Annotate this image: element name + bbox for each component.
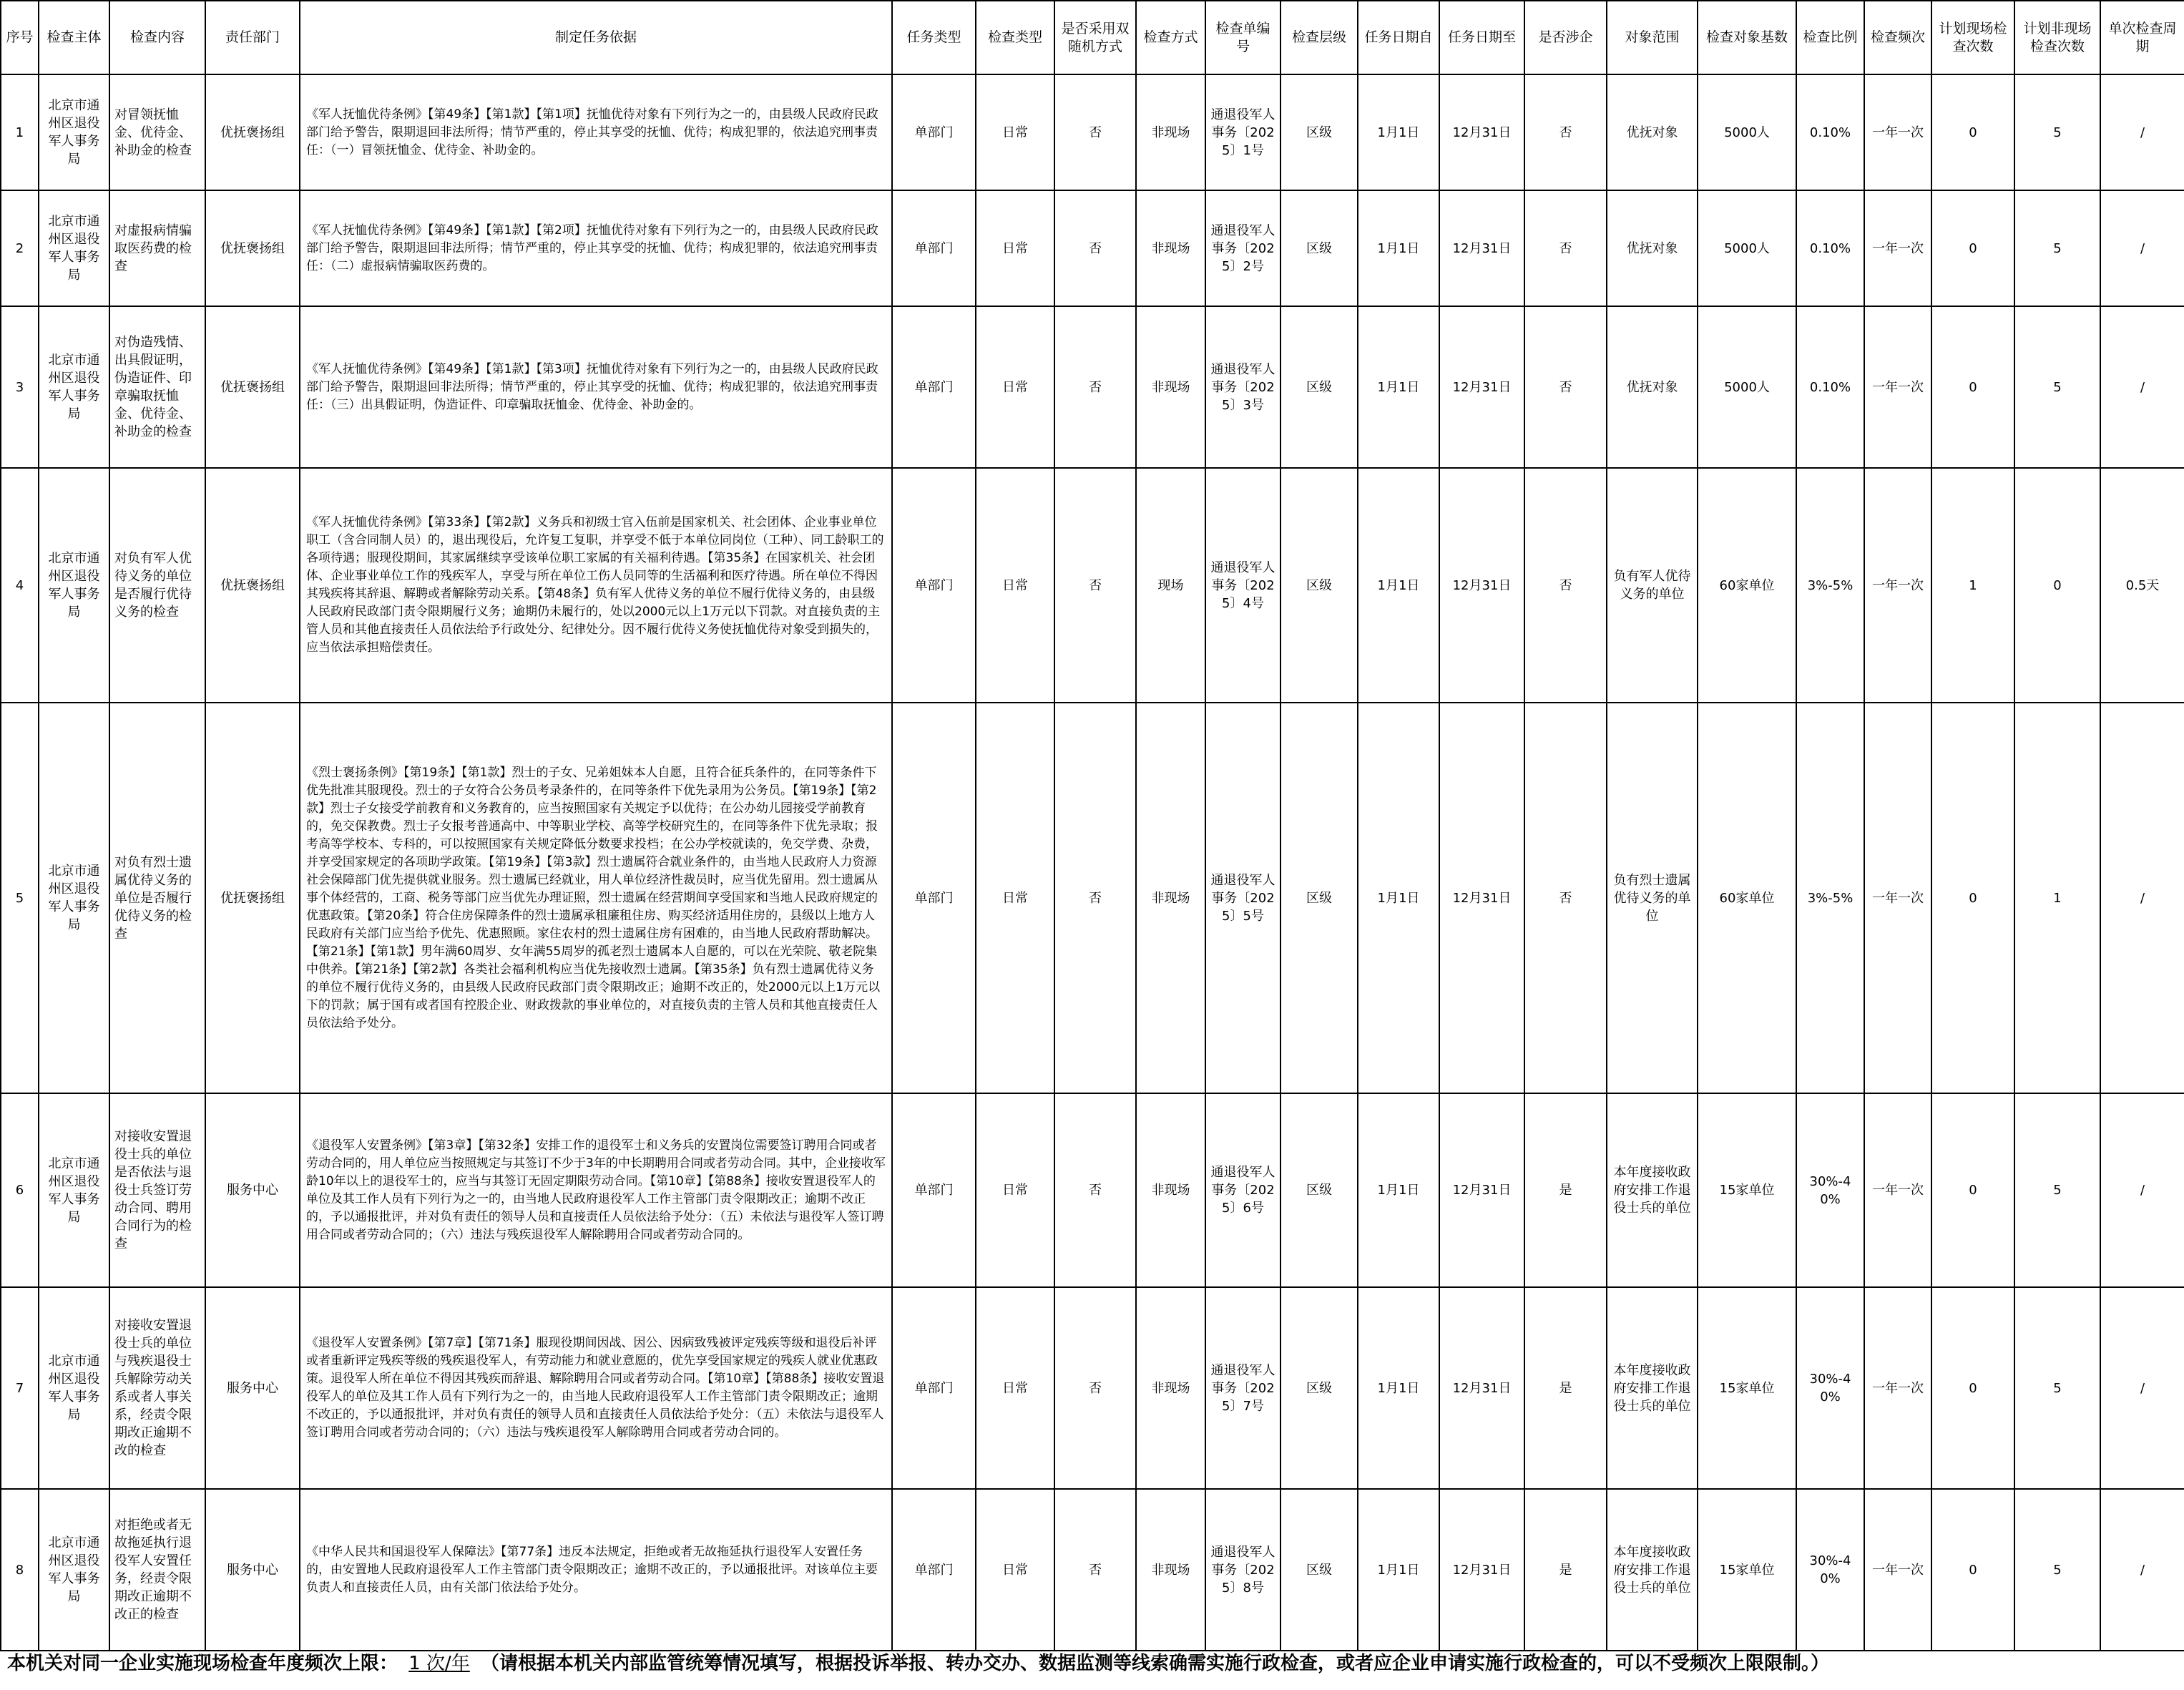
dept-cell: 服务中心 [205,1287,300,1489]
task-type-cell: 单部门 [892,1093,976,1287]
base-cell: 15家单位 [1698,1287,1796,1489]
method-cell: 非现场 [1136,703,1205,1093]
offsite-cell: 5 [2014,1489,2100,1651]
level-cell: 区级 [1280,1093,1358,1287]
subject-cell: 北京市通州区退役军人事务局 [39,306,109,468]
header-col-ratio: 检查比例 [1796,1,1864,74]
random-cell: 否 [1054,190,1136,306]
scope-cell: 优抚对象 [1607,306,1698,468]
table-row [1,1489,2184,1651]
freq-cell: 一年一次 [1864,703,1931,1093]
basis-cell: 《军人抚恤优待条例》【第33条】【第2款】义务兵和初级士官入伍前是国家机关、社会团体、企业事业单位职工（含合同制人员）的，退出现役后，允许复工复职，并享受不低于本单位同岗位（工种）、同工龄职工的各项待遇；服现役期间，其家属继续享受该单位职工家属的有关福利待遇。【第35条】在国家机关、社会团体、企业事业单位工作的残疾军人，享受与所在单位工伤人员同等的生活福利和医疗待遇。所在单位不得因其残疾将其辞退、解聘或者解除劳动关系。【第48条】负有军人优待义务的单位不履行优待义务的，由县级人民政府民政部门责令限期履行义务；逾期仍未履行的，处以2000元以上1万元以下罚款。对直接负责的主管人员和其他直接责任人员依法给予行政处分、纪律处分。因不履行优待义务使抚恤优待对象受到损失的，应当依法承担赔偿责任。 [300,468,892,703]
method-cell: 现场 [1136,468,1205,703]
random-cell: 否 [1054,74,1136,190]
dept-cell: 优抚褒扬组 [205,703,300,1093]
cycle-cell: / [2100,703,2184,1093]
base-cell: 15家单位 [1698,1489,1796,1651]
ratio-cell: 0.10% [1796,306,1864,468]
serial-cell: 2 [1,190,39,306]
code-cell: 通退役军人事务〔2025〕1号 [1205,74,1280,190]
table-row [1,703,2184,1093]
header-col-enterprise: 是否涉企 [1524,1,1607,74]
level-cell: 区级 [1280,468,1358,703]
enterprise-cell: 否 [1524,703,1607,1093]
code-cell: 通退役军人事务〔2025〕3号 [1205,306,1280,468]
content-cell: 对负有烈士遗属优待义务的单位是否履行优待义务的检查 [109,703,205,1093]
header-col-date-to: 任务日期至 [1439,1,1524,74]
scope-cell: 本年度接收政府安排工作退役士兵的单位 [1607,1093,1698,1287]
table-row [1,1093,2184,1287]
level-cell: 区级 [1280,74,1358,190]
dept-cell: 优抚褒扬组 [205,468,300,703]
check-type-cell: 日常 [976,468,1054,703]
content-cell: 对伪造残情、出具假证明，伪造证件、印章骗取抚恤金、优待金、补助金的检查 [109,306,205,468]
enterprise-cell: 否 [1524,306,1607,468]
content-cell: 对拒绝或者无故拖延执行退役军人安置任务，经责令限期改正逾期不改正的检查 [109,1489,205,1651]
cycle-cell: / [2100,74,2184,190]
frequency-limit-footer [0,1642,2184,1690]
header-col-content: 检查内容 [109,1,205,74]
check-type-cell: 日常 [976,306,1054,468]
footer-prefix: 本机关对同一企业实施现场检查年度频次上限： [7,1653,398,1674]
base-cell: 60家单位 [1698,468,1796,703]
basis-cell: 《退役军人安置条例》【第7章】【第71条】服现役期间因战、因公、因病致残被评定残疾等级和退役后补评或者重新评定残疾等级的残疾退役军人，有劳动能力和就业意愿的，优先享受国家规定的残疾人就业优惠政策。退役军人所在单位不得因其残疾而辞退、解除聘用合同或者劳动合同。【第10章】【第88条】接收安置退役军人的单位及其工作人员有下列行为之一的，由当地人民政府退役军人工作主管部门责令限期改正；逾期不改正的，予以通报批评，并对负有责任的领导人员和直接责任人员依法给予处分：（五）未依法与退役军人签订聘用合同或者劳动合同的；（六）违法与残疾退役军人解除聘用合同或者劳动合同的。 [300,1287,892,1489]
footer-note: （请根据本机关内部监管统筹情况填写，根据投诉举报、转办交办、数据监测等线索确需实施行政检查，或者应企业申请实施行政检查的，可以不受频次上限限制。） [481,1653,1830,1674]
basis-cell: 《退役军人安置条例》【第3章】【第32条】安排工作的退役军士和义务兵的安置岗位需要签订聘用合同或者劳动合同的，用人单位应当按照规定与其签订不少于3年的中长期聘用合同或者劳动合同。其中，企业接收军龄10年以上的退役军士的，应当与其签订无固定期限劳动合同。【第10章】【第88条】接收安置退役军人的单位及其工作人员有下列行为之一的，由当地人民政府退役军人工作主管部门责令限期改正；逾期不改正的，予以通报批评，并对负有责任的领导人员和直接责任人员依法给予处分：（五）未依法与退役军人签订聘用合同或者劳动合同的；（六）违法与残疾退役军人解除聘用合同或者劳动合同的。 [300,1093,892,1287]
table-body [1,74,2184,1651]
onsite-cell: 0 [1931,703,2014,1093]
date-to-cell: 12月31日 [1439,74,1524,190]
table-row [1,306,2184,468]
ratio-cell: 0.10% [1796,190,1864,306]
task-type-cell: 单部门 [892,190,976,306]
dept-cell: 优抚褒扬组 [205,190,300,306]
offsite-cell: 5 [2014,190,2100,306]
date-from-cell: 1月1日 [1358,74,1439,190]
frequency-limit-value: 1 次/年 [408,1653,470,1674]
serial-cell: 3 [1,306,39,468]
dept-cell: 服务中心 [205,1093,300,1287]
cycle-cell: / [2100,1489,2184,1651]
subject-cell: 北京市通州区退役军人事务局 [39,1489,109,1651]
header-col-method: 检查方式 [1136,1,1205,74]
level-cell: 区级 [1280,703,1358,1093]
content-cell: 对接收安置退役士兵的单位与残疾退役士兵解除劳动关系或者人事关系，经责令限期改正逾期不改的检查 [109,1287,205,1489]
base-cell: 5000人 [1698,74,1796,190]
date-to-cell: 12月31日 [1439,1489,1524,1651]
onsite-cell: 0 [1931,1489,2014,1651]
base-cell: 15家单位 [1698,1093,1796,1287]
offsite-cell: 5 [2014,306,2100,468]
offsite-cell: 1 [2014,703,2100,1093]
enterprise-cell: 否 [1524,74,1607,190]
header-col-onsite: 计划现场检查次数 [1931,1,2014,74]
offsite-cell: 5 [2014,1287,2100,1489]
ratio-cell: 0.10% [1796,74,1864,190]
task-type-cell: 单部门 [892,1489,976,1651]
header-col-dept: 责任部门 [205,1,300,74]
serial-cell: 5 [1,703,39,1093]
content-cell: 对接收安置退役士兵的单位是否依法与退役士兵签订劳动合同、聘用合同行为的检查 [109,1093,205,1287]
level-cell: 区级 [1280,306,1358,468]
check-type-cell: 日常 [976,703,1054,1093]
method-cell: 非现场 [1136,1489,1205,1651]
enterprise-cell: 否 [1524,190,1607,306]
header-col-random: 是否采用双随机方式 [1054,1,1136,74]
header-col-task-type: 任务类型 [892,1,976,74]
base-cell: 5000人 [1698,306,1796,468]
freq-cell: 一年一次 [1864,1489,1931,1651]
ratio-cell: 3%-5% [1796,703,1864,1093]
onsite-cell: 1 [1931,468,2014,703]
offsite-cell: 5 [2014,1093,2100,1287]
scope-cell: 优抚对象 [1607,74,1698,190]
date-from-cell: 1月1日 [1358,468,1439,703]
date-to-cell: 12月31日 [1439,1093,1524,1287]
cycle-cell: / [2100,306,2184,468]
freq-cell: 一年一次 [1864,74,1931,190]
task-type-cell: 单部门 [892,468,976,703]
random-cell: 否 [1054,703,1136,1093]
onsite-cell: 0 [1931,190,2014,306]
code-cell: 通退役军人事务〔2025〕4号 [1205,468,1280,703]
base-cell: 5000人 [1698,190,1796,306]
onsite-cell: 0 [1931,306,2014,468]
code-cell: 通退役军人事务〔2025〕6号 [1205,1093,1280,1287]
date-to-cell: 12月31日 [1439,468,1524,703]
check-type-cell: 日常 [976,1489,1054,1651]
date-to-cell: 12月31日 [1439,703,1524,1093]
freq-cell: 一年一次 [1864,190,1931,306]
date-from-cell: 1月1日 [1358,1287,1439,1489]
dept-cell: 优抚褒扬组 [205,306,300,468]
scope-cell: 优抚对象 [1607,190,1698,306]
dept-cell: 服务中心 [205,1489,300,1651]
method-cell: 非现场 [1136,1287,1205,1489]
random-cell: 否 [1054,1093,1136,1287]
scope-cell: 本年度接收政府安排工作退役士兵的单位 [1607,1287,1698,1489]
date-from-cell: 1月1日 [1358,306,1439,468]
ratio-cell: 30%-40% [1796,1287,1864,1489]
header-col-level: 检查层级 [1280,1,1358,74]
offsite-cell: 0 [2014,468,2100,703]
serial-cell: 8 [1,1489,39,1651]
level-cell: 区级 [1280,190,1358,306]
task-type-cell: 单部门 [892,1287,976,1489]
random-cell: 否 [1054,468,1136,703]
serial-cell: 1 [1,74,39,190]
check-type-cell: 日常 [976,74,1054,190]
header-col-freq: 检查频次 [1864,1,1931,74]
method-cell: 非现场 [1136,190,1205,306]
cycle-cell: / [2100,190,2184,306]
content-cell: 对负有军人优待义务的单位是否履行优待义务的检查 [109,468,205,703]
task-type-cell: 单部门 [892,74,976,190]
date-to-cell: 12月31日 [1439,1287,1524,1489]
header-col-base: 检查对象基数 [1698,1,1796,74]
header-col-code: 检查单编号 [1205,1,1280,74]
header-col-cycle: 单次检查周期 [2100,1,2184,74]
content-cell: 对冒领抚恤金、优待金、补助金的检查 [109,74,205,190]
table-row [1,190,2184,306]
check-type-cell: 日常 [976,1093,1054,1287]
cycle-cell: 0.5天 [2100,468,2184,703]
date-to-cell: 12月31日 [1439,306,1524,468]
code-cell: 通退役军人事务〔2025〕5号 [1205,703,1280,1093]
onsite-cell: 0 [1931,74,2014,190]
serial-cell: 4 [1,468,39,703]
basis-cell: 《军人抚恤优待条例》【第49条】【第1款】【第3项】抚恤优待对象有下列行为之一的，由县级人民政府民政部门给予警告，限期退回非法所得；情节严重的，停止其享受的抚恤、优待；构成犯罪的，依法追究刑事责任：（三）出具假证明，伪造证件、印章骗取抚恤金、优待金、补助金的。 [300,306,892,468]
basis-cell: 《中华人民共和国退役军人保障法》【第77条】违反本法规定，拒绝或者无故拖延执行退役军人安置任务的，由安置地人民政府退役军人工作主管部门责令限期改正；逾期不改正的，予以通报批评。对该单位主要负责人和直接责任人员，由有关部门依法给予处分。 [300,1489,892,1651]
freq-cell: 一年一次 [1864,1287,1931,1489]
scope-cell: 负有军人优待义务的单位 [1607,468,1698,703]
table-row [1,1287,2184,1489]
serial-cell: 7 [1,1287,39,1489]
method-cell: 非现场 [1136,1093,1205,1287]
date-to-cell: 12月31日 [1439,190,1524,306]
code-cell: 通退役军人事务〔2025〕8号 [1205,1489,1280,1651]
subject-cell: 北京市通州区退役军人事务局 [39,468,109,703]
ratio-cell: 30%-40% [1796,1093,1864,1287]
offsite-cell: 5 [2014,74,2100,190]
random-cell: 否 [1054,1489,1136,1651]
date-from-cell: 1月1日 [1358,1489,1439,1651]
task-type-cell: 单部门 [892,703,976,1093]
freq-cell: 一年一次 [1864,468,1931,703]
content-cell: 对虚报病情骗取医药费的检查 [109,190,205,306]
scope-cell: 本年度接收政府安排工作退役士兵的单位 [1607,1489,1698,1651]
check-type-cell: 日常 [976,190,1054,306]
random-cell: 否 [1054,306,1136,468]
table-row [1,74,2184,190]
subject-cell: 北京市通州区退役军人事务局 [39,703,109,1093]
basis-cell: 《军人抚恤优待条例》【第49条】【第1款】【第1项】抚恤优待对象有下列行为之一的，由县级人民政府民政部门给予警告，限期退回非法所得；情节严重的，停止其享受的抚恤、优待；构成犯罪的，依法追究刑事责任：（一）冒领抚恤金、优待金、补助金的。 [300,74,892,190]
code-cell: 通退役军人事务〔2025〕7号 [1205,1287,1280,1489]
serial-cell: 6 [1,1093,39,1287]
date-from-cell: 1月1日 [1358,1093,1439,1287]
header-row [1,1,2184,74]
base-cell: 60家单位 [1698,703,1796,1093]
table-row [1,468,2184,703]
basis-cell: 《烈士褒扬条例》【第19条】【第1款】烈士的子女、兄弟姐妹本人自愿，且符合征兵条件的，在同等条件下优先批准其服现役。烈士的子女符合公务员考录条件的，在同等条件下优先录用为公务员。【第19条】【第2款】烈士子女接受学前教育和义务教育的，应当按照国家有关规定予以优待；在公办幼儿园接受学前教育的，免交保教费。烈士子女报考普通高中、中等职业学校、高等学校研究生的，在同等条件下优先录取；报考高等学校本、专科的，可以按照国家有关规定降低分数要求投档；在公办学校就读的，免交学费、杂费，并享受国家规定的各项助学政策。【第19条】【第3款】烈士遗属符合就业条件的，由当地人民政府人力资源社会保障部门优先提供就业服务。烈士遗属已经就业，用人单位经济性裁员时，应当优先留用。烈士遗属从事个体经营的，工商、税务等部门应当优先办理证照，烈士遗属在经营期间享受国家和当地人民政府规定的优惠政策。【第20条】符合住房保障条件的烈士遗属承租廉租住房、购买经济适用住房的，县级以上地方人民政府有关部门应当给予优先、优惠照顾。家住农村的烈士遗属住房有困难的，由当地人民政府帮助解决。【第21条】【第1款】男年满60周岁、女年满55周岁的孤老烈士遗属本人自愿的，可以在光荣院、敬老院集中供养。【第21条】【第2款】各类社会福利机构应当优先接收烈士遗属。【第35条】负有烈士遗属优待义务的单位不履行优待义务的，由县级人民政府民政部门责令限期改正；逾期不改正的，处2000元以上1万元以下的罚款；属于国有或者国有控股企业、财政拨款的事业单位的，对直接负责的主管人员和其他直接责任人员依法给予处分。 [300,703,892,1093]
enterprise-cell: 是 [1524,1287,1607,1489]
header-col-basis: 制定任务依据 [300,1,892,74]
header-col-subject: 检查主体 [39,1,109,74]
header-col-date-from: 任务日期自 [1358,1,1439,74]
subject-cell: 北京市通州区退役军人事务局 [39,74,109,190]
level-cell: 区级 [1280,1287,1358,1489]
check-type-cell: 日常 [976,1287,1054,1489]
random-cell: 否 [1054,1287,1136,1489]
cycle-cell: / [2100,1093,2184,1287]
subject-cell: 北京市通州区退役军人事务局 [39,1093,109,1287]
freq-cell: 一年一次 [1864,1093,1931,1287]
level-cell: 区级 [1280,1489,1358,1651]
dept-cell: 优抚褒扬组 [205,74,300,190]
date-from-cell: 1月1日 [1358,190,1439,306]
task-type-cell: 单部门 [892,306,976,468]
enterprise-cell: 是 [1524,1093,1607,1287]
scope-cell: 负有烈士遗属优待义务的单位 [1607,703,1698,1093]
enterprise-cell: 是 [1524,1489,1607,1651]
method-cell: 非现场 [1136,306,1205,468]
header-col-scope: 对象范围 [1607,1,1698,74]
header-col-offsite: 计划非现场检查次数 [2014,1,2100,74]
subject-cell: 北京市通州区退役军人事务局 [39,190,109,306]
enterprise-cell: 否 [1524,468,1607,703]
onsite-cell: 0 [1931,1093,2014,1287]
freq-cell: 一年一次 [1864,306,1931,468]
onsite-cell: 0 [1931,1287,2014,1489]
header-col-serial: 序号 [1,1,39,74]
header-col-check-type: 检查类型 [976,1,1054,74]
method-cell: 非现场 [1136,74,1205,190]
ratio-cell: 30%-40% [1796,1489,1864,1651]
basis-cell: 《军人抚恤优待条例》【第49条】【第1款】【第2项】抚恤优待对象有下列行为之一的，由县级人民政府民政部门给予警告，限期退回非法所得；情节严重的，停止其享受的抚恤、优待；构成犯罪的，依法追究刑事责任：（二）虚报病情骗取医药费的。 [300,190,892,306]
ratio-cell: 3%-5% [1796,468,1864,703]
subject-cell: 北京市通州区退役军人事务局 [39,1287,109,1489]
code-cell: 通退役军人事务〔2025〕2号 [1205,190,1280,306]
cycle-cell: / [2100,1287,2184,1489]
date-from-cell: 1月1日 [1358,703,1439,1093]
